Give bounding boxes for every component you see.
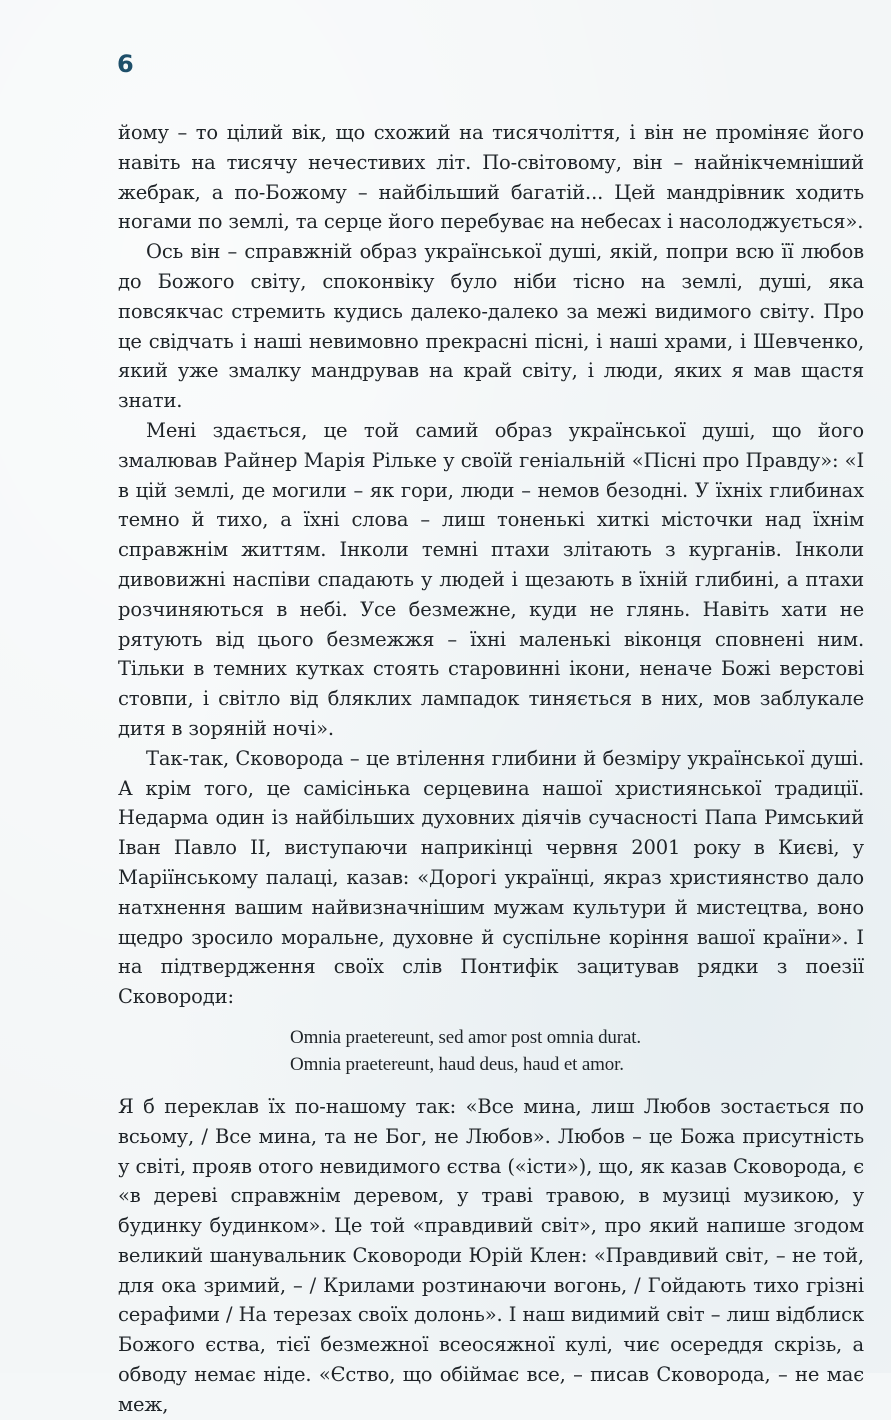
paragraph-5: Я б переклав їх по-нашому так: «Все мина, лиш Любов зостається по всьому, / Все мина, та не Бог, не Любов». Любов – це Божа присутність у світі, прояв отого невидимого єства («істи»), що, як казав Сковорода, є «в дереві справжнім деревом, у траві травою, в музиці музикою, у будинку будинком». Це той «правдивий світ», про який напише згодом великий шанувальник Сковороди Юрій Клен: «Правдивий світ, – не той, для ока зримий, – / Крилами розтинаючи вогонь, / Гойдають тихо грізні серафими / На терезах своїх долонь». І наш видимий світ – лиш відблиск Божого єства, тієї безмежної всеосяжної кулі, чиє осереддя скрізь, а обводу немає ніде. «Єство, що обіймає все, – писав Сковорода, – не має меж, bbox=[118, 1094, 864, 1416]
paragraph-3: Мені здається, це той самий образ української душі, що його змалював Райнер Марія Рільке у своїй геніальній «Пісні про Правду»: «І в цій землі, де могили – як гори, люди – немов безодні. У їхніх глибинах темно й тихо, а їхні слова – лиш тоненькі хиткі місточки над їхнім справжнім життям. Інколи темні птахи злітають з курганів. Інколи дивовижні наспіви спадають у людей і щезають в їхній глибині, а птахи розчиняються в небі. Усе безмежне, куди не глянь. Навіть хати не рятують від цього безмежжя – їхні маленькі віконця сповнені ним. Тільки в темних кутках стоять старовинні ікони, неначе Божі верстові стовпи, і світло від бляклих лампадок тиняється в них, мов заблукале дитя в зоряній ночі». bbox=[118, 418, 864, 740]
latin-quote bbox=[290, 1024, 864, 1078]
paragraph-2: Ось він – справжній образ української душі, якій, попри всю її любов до Божого світу, споконвіку було ніби тісно на землі, душі, яка повсякчас стремить кудись далеко-далеко за межі видимого світу. Про це свідчать і наші невимовно прекрасні пісні, і наші храми, і Шевченко, який уже змалку мандрував на край світу, і люди, яких я мав щастя знати. bbox=[118, 240, 864, 413]
body-text bbox=[118, 118, 864, 1420]
page-number: 6 bbox=[117, 50, 134, 78]
paragraph-1: йому – то цілий вік, що схожий на тисячоліття, і він не проміняє його навіть на тисячу нечестивих літ. По-світовому, він – найнікчемніший жебрак, а по-Божому – найбільший багатій... Цей мандрівник ходить ногами по землі, та серце його перебуває на небесах і насолоджується». bbox=[118, 121, 864, 234]
paragraph-4: Так-так, Сковорода – це втілення глибини й безміру української душі. А крім того, це самісінька серцевина нашої християнської традиції. Недарма один із найбільших духовних діячів сучасності Папа Римський Іван Павло II, виступаючи наприкінці червня 2001 року в Києві, у Маріїнському палаці, казав: «Дорогі українці, якраз християнство дало натхнення вашим найвизначнішим мужам культури й мистецтва, воно щедро зросило моральне, духовне й суспільне коріння вашої країни». І на підтвердження своїх слів Понтифік зацитував рядки з поезії Сковороди: bbox=[118, 746, 864, 1009]
quote-line-2: Omnia praetereunt, haud deus, haud et amor. bbox=[290, 1053, 624, 1075]
quote-line-1: Omnia praetereunt, sed amor post omnia durat. bbox=[290, 1026, 641, 1048]
